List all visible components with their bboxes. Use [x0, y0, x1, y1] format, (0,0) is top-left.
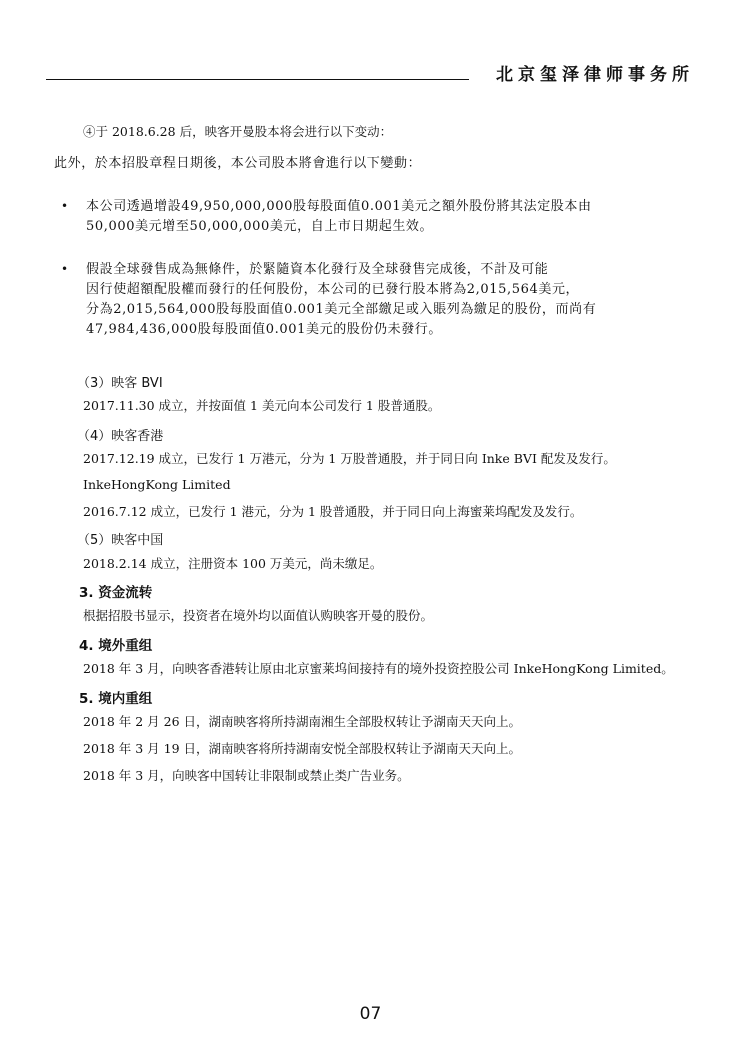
bullet-dot: • — [61, 199, 69, 213]
inke-china-text: 2018.2.14 成立，注册资本 100 万美元，尚未缴足。 — [83, 556, 383, 571]
section-5-item-2: 2018 年 3 月 19 日，湖南映客将所持湖南安悦全部股权转让予湖南天天向上。 — [83, 741, 522, 756]
bullet-dot: • — [61, 262, 69, 276]
section-4-text: 2018 年 3 月，向映客香港转让原由北京蜜莱坞间接持有的境外投资控股公司 InkeHongKong Limited。 — [83, 661, 674, 676]
inke-hongkong-limited-name: InkeHongKong Limited — [83, 477, 231, 492]
section-5-item-1: 2018 年 2 月 26 日，湖南映客将所持湖南湘生全部股权转让予湖南天天向上。 — [83, 714, 522, 729]
item-4-intro: ④于 2018.6.28 后，映客开曼股本将会进行以下变动： — [83, 124, 393, 139]
bullet-1-line-2: 50,000美元增至50,000,000美元，自上市日期起生效。 — [86, 219, 434, 234]
heading-inke-china: （5）映客中国 — [77, 533, 164, 548]
section-3-text: 根据招股书显示，投资者在境外均以面值认购映客开曼的股份。 — [83, 608, 434, 623]
firm-name: 北京玺泽律师事务所 — [496, 65, 694, 85]
section-4-heading: 4. 境外重组 — [79, 638, 153, 654]
inke-bvi-text: 2017.11.30 成立，并按面值 1 美元向本公司发行 1 股普通股。 — [83, 398, 441, 413]
heading-inke-hk: （4）映客香港 — [77, 429, 164, 444]
section-3-heading: 3. 资金流转 — [79, 585, 153, 601]
quote-lead: 此外，於本招股章程日期後，本公司股本將會進行以下變動： — [54, 156, 422, 171]
bullet-2-line-3: 分為2,015,564,000股每股面值0.001美元全部繳足或入賬列為繳足的股份，而尚有 — [86, 302, 597, 317]
bullet-2-line-2: 因行使超額配股權而發行的任何股份，本公司的已發行股本將為2,015,564美元， — [86, 282, 580, 297]
header-rule — [46, 79, 469, 80]
inke-hk-text: 2017.12.19 成立，已发行 1 万港元，分为 1 万股普通股，并于同日向 Inke BVI 配发及发行。 — [83, 451, 616, 466]
page-number: 07 — [359, 1004, 382, 1024]
bullet-2-line-1: 假設全球發售成為無條件，於緊隨資本化發行及全球發售完成後，不計及可能 — [86, 262, 549, 277]
section-5-heading: 5. 境内重组 — [79, 691, 153, 707]
heading-inke-bvi: （3）映客 BVI — [77, 376, 163, 391]
inke-hongkong-limited-text: 2016.7.12 成立，已发行 1 港元，分为 1 股普通股，并于同日向上海蜜莱坞配发及发行。 — [83, 504, 583, 519]
section-5-item-3: 2018 年 3 月，向映客中国转让非限制或禁止类广告业务。 — [83, 768, 410, 783]
bullet-1-line-1: 本公司透過增設49,950,000,000股每股面值0.001美元之額外股份將其法定股本由 — [86, 199, 592, 214]
bullet-2-line-4: 47,984,436,000股每股面值0.001美元的股份仍未發行。 — [86, 322, 442, 337]
